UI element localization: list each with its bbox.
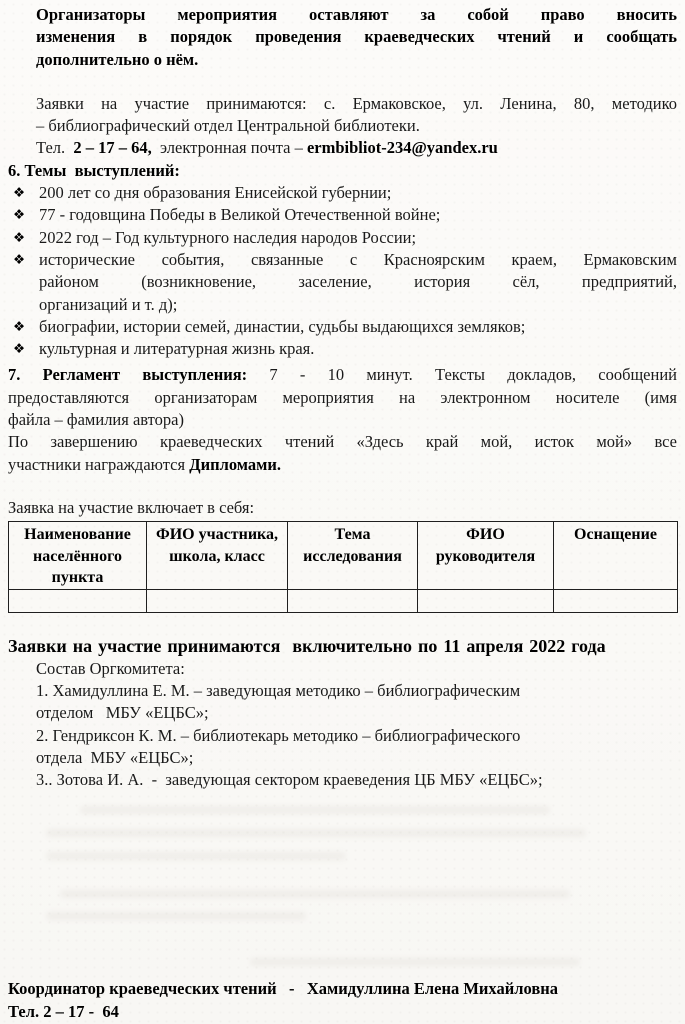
deadline-line: Заявки на участие принимаются включительно по 11 апреля 2022 года [8,635,606,656]
intro-line: дополнительно о нём. [36,49,199,69]
diploma-bold-text: Дипломами. [189,454,282,474]
bleed-through-artifact [250,958,580,966]
diamond-bullet-icon: ❖ [13,341,26,358]
committee-section [36,658,677,792]
committee-line: 2. Гендриксон К. М. – библиотекарь методико – библиографического [36,725,521,745]
topic-item-1: ❖ 200 лет со дня образования Енисейской губернии; [13,183,392,203]
section-7-first-line: 7. Регламент выступления: 7 - 10 минут. Тексты докладов, сообщений [8,365,677,385]
bleed-through-artifact [80,806,550,814]
closing-line: По завершению краеведческих чтений «Здесь край мой, исток мой» все [8,432,677,452]
diamond-bullet-icon: ❖ [13,318,26,335]
table-empty-cell [288,589,418,612]
section-7-paragraph [8,364,677,475]
table-header-row [9,522,678,590]
footer [8,978,677,1023]
apply-address-paragraph [36,93,677,160]
apply-line: – библиографический отдел Центральной библиотеки. [36,116,420,136]
table-header-participant: ФИО участника, школа, класс [147,522,288,590]
committee-line: отдела МБУ «ЕЦБС»; [36,747,194,767]
topics-list [8,182,677,360]
phone-number: 2 – 17 – 64, [73,138,152,158]
bleed-through-artifact [46,829,586,837]
intro-line: изменения в порядок проведения краеведческих чтений и сообщать [36,27,677,47]
topic-item-5: ❖ биографии, истории семей, династии, судьбы выдающихся земляков; [13,316,526,336]
section-7-line: файла – фамилия автора) [8,410,184,430]
diamond-bullet-icon: ❖ [13,229,26,246]
table-header-supervisor: ФИО руководителя [418,522,554,590]
closing-line: участники награждаются Дипломами. [8,454,282,474]
table-header-research-topic: Тема исследования [288,522,418,590]
table-empty-cell [554,589,678,612]
intro-line: Организаторы мероприятия оставляют за собой право вносить [36,5,677,24]
bleed-through-artifact [60,890,570,898]
email-address: ermbibliot-234@yandex.ru [306,138,498,158]
table-header-settlement: Наименование населённого пункта [9,522,147,590]
committee-line: 3.. Зотова И. А. - заведующая сектором краеведения ЦБ МБУ «ЕЦБС»; [36,770,543,790]
footer-phone-line: Тел. 2 – 17 - 64 [8,1001,119,1021]
committee-title: Состав Оргкомитета: [36,658,185,678]
topic-item-4-continued: районом (возникновение, заселение, история сёл, предприятий, [39,272,677,292]
topic-item-6: ❖ культурная и литературная жизнь края. [13,339,315,359]
table-empty-cell [9,589,147,612]
committee-line: отделом МБУ «ЕЦБС»; [36,703,209,723]
committee-line: 1. Хамидуллина Е. М. – заведующая методико – библиографическим [36,681,521,701]
bleed-through-artifact [46,852,346,860]
table-empty-cell [147,589,288,612]
email-label: электронная почта – [151,138,307,158]
bleed-through-artifact [46,912,306,920]
intro-paragraph [36,4,677,71]
application-intro: Заявка на участие включает в себя: [8,497,255,517]
regulation-label: 7. Регламент выступления: [8,365,248,385]
topic-item-2: ❖ 77 - годовщина Победы в Великой Отечественной войне; [13,205,441,225]
table-empty-cell [418,589,554,612]
topic-item-4-continued: организаций и т. д); [39,294,178,314]
diamond-bullet-icon: ❖ [13,251,26,268]
table-empty-row [9,589,678,612]
contact-line [36,137,677,159]
coordinator-line: Координатор краеведческих чтений - Хамидуллина Елена Михайловна [8,979,558,998]
section-6-heading: 6. Темы выступлений: [8,160,180,180]
topic-item-4: ❖ исторические события, связанные с Красноярским краем, Ермаковским [13,249,677,269]
topic-item-3: ❖ 2022 год – Год культурного наследия народов России; [13,227,417,247]
apply-line: Заявки на участие принимаются: с. Ермаковское, ул. Ленина, 80, методико [36,93,677,113]
application-table [8,521,678,613]
section-7-line: предоставляются организаторам мероприятия на электронном носителе (имя [8,387,677,407]
table-header-equipment: Оснащение [554,522,678,590]
diamond-bullet-icon: ❖ [13,207,26,224]
diamond-bullet-icon: ❖ [13,185,26,202]
phone-label: Тел. [36,138,74,158]
